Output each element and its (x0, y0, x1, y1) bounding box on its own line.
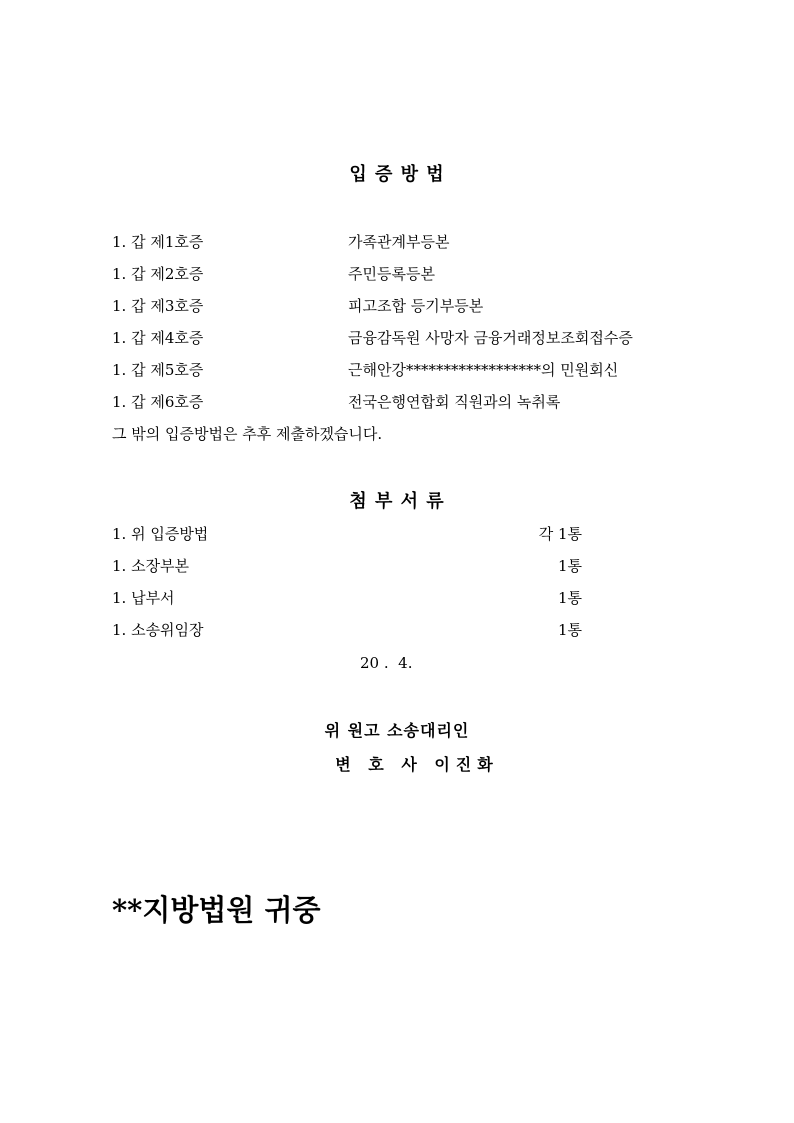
attachment-item (112, 586, 582, 610)
evidence-item (112, 230, 712, 254)
attachment-label: 1. 위 입증방법 (112, 525, 209, 543)
evidence-item (112, 262, 712, 286)
document-date: 20 . 4. (360, 654, 413, 672)
evidence-item (112, 294, 712, 318)
attachments-section-title: 첨 부 서 류 (349, 491, 445, 512)
evidence-section-title: 입 증 방 법 (349, 164, 445, 185)
evidence-item-label: 1. 갑 제1호증 (112, 233, 204, 251)
attachment-label: 1. 소장부본 (112, 557, 190, 575)
evidence-note: 그 밖의 입증방법은 추후 제출하겠습니다. (112, 425, 383, 443)
evidence-item (112, 358, 712, 382)
evidence-item-label: 1. 갑 제3호증 (112, 297, 204, 315)
attachment-count: 각 1통 (538, 525, 582, 543)
signature-line-2: 변 호 사 이진화 (335, 755, 499, 774)
attachment-item (112, 618, 582, 642)
evidence-item-label: 1. 갑 제2호증 (112, 265, 204, 283)
evidence-item-desc: 근해안강******************의 민원회신 (348, 361, 619, 379)
evidence-item-label: 1. 갑 제6호증 (112, 393, 204, 411)
evidence-item-desc: 전국은행연합회 직원과의 녹취록 (348, 393, 561, 411)
signature-line-1: 위 원고 소송대리인 (324, 721, 470, 740)
attachment-label: 1. 납부서 (112, 589, 175, 607)
evidence-item-desc: 금융감독원 사망자 금융거래정보조회접수증 (348, 329, 633, 347)
attachment-item (112, 522, 582, 546)
attachment-count: 1통 (557, 621, 582, 639)
evidence-item-label: 1. 갑 제5호증 (112, 361, 204, 379)
evidence-item (112, 390, 712, 414)
attachment-count: 1통 (557, 557, 582, 575)
evidence-item-desc: 가족관계부등본 (348, 233, 450, 251)
attachment-count: 1통 (557, 589, 582, 607)
attachment-item (112, 554, 582, 578)
evidence-item-desc: 피고조합 등기부등본 (348, 297, 484, 315)
attachment-label: 1. 소송위임장 (112, 621, 204, 639)
evidence-item-label: 1. 갑 제4호증 (112, 329, 204, 347)
evidence-item (112, 326, 712, 350)
evidence-item-desc: 주민등록등본 (348, 265, 435, 283)
court-addressee: **지방법원 귀중 (112, 893, 321, 927)
